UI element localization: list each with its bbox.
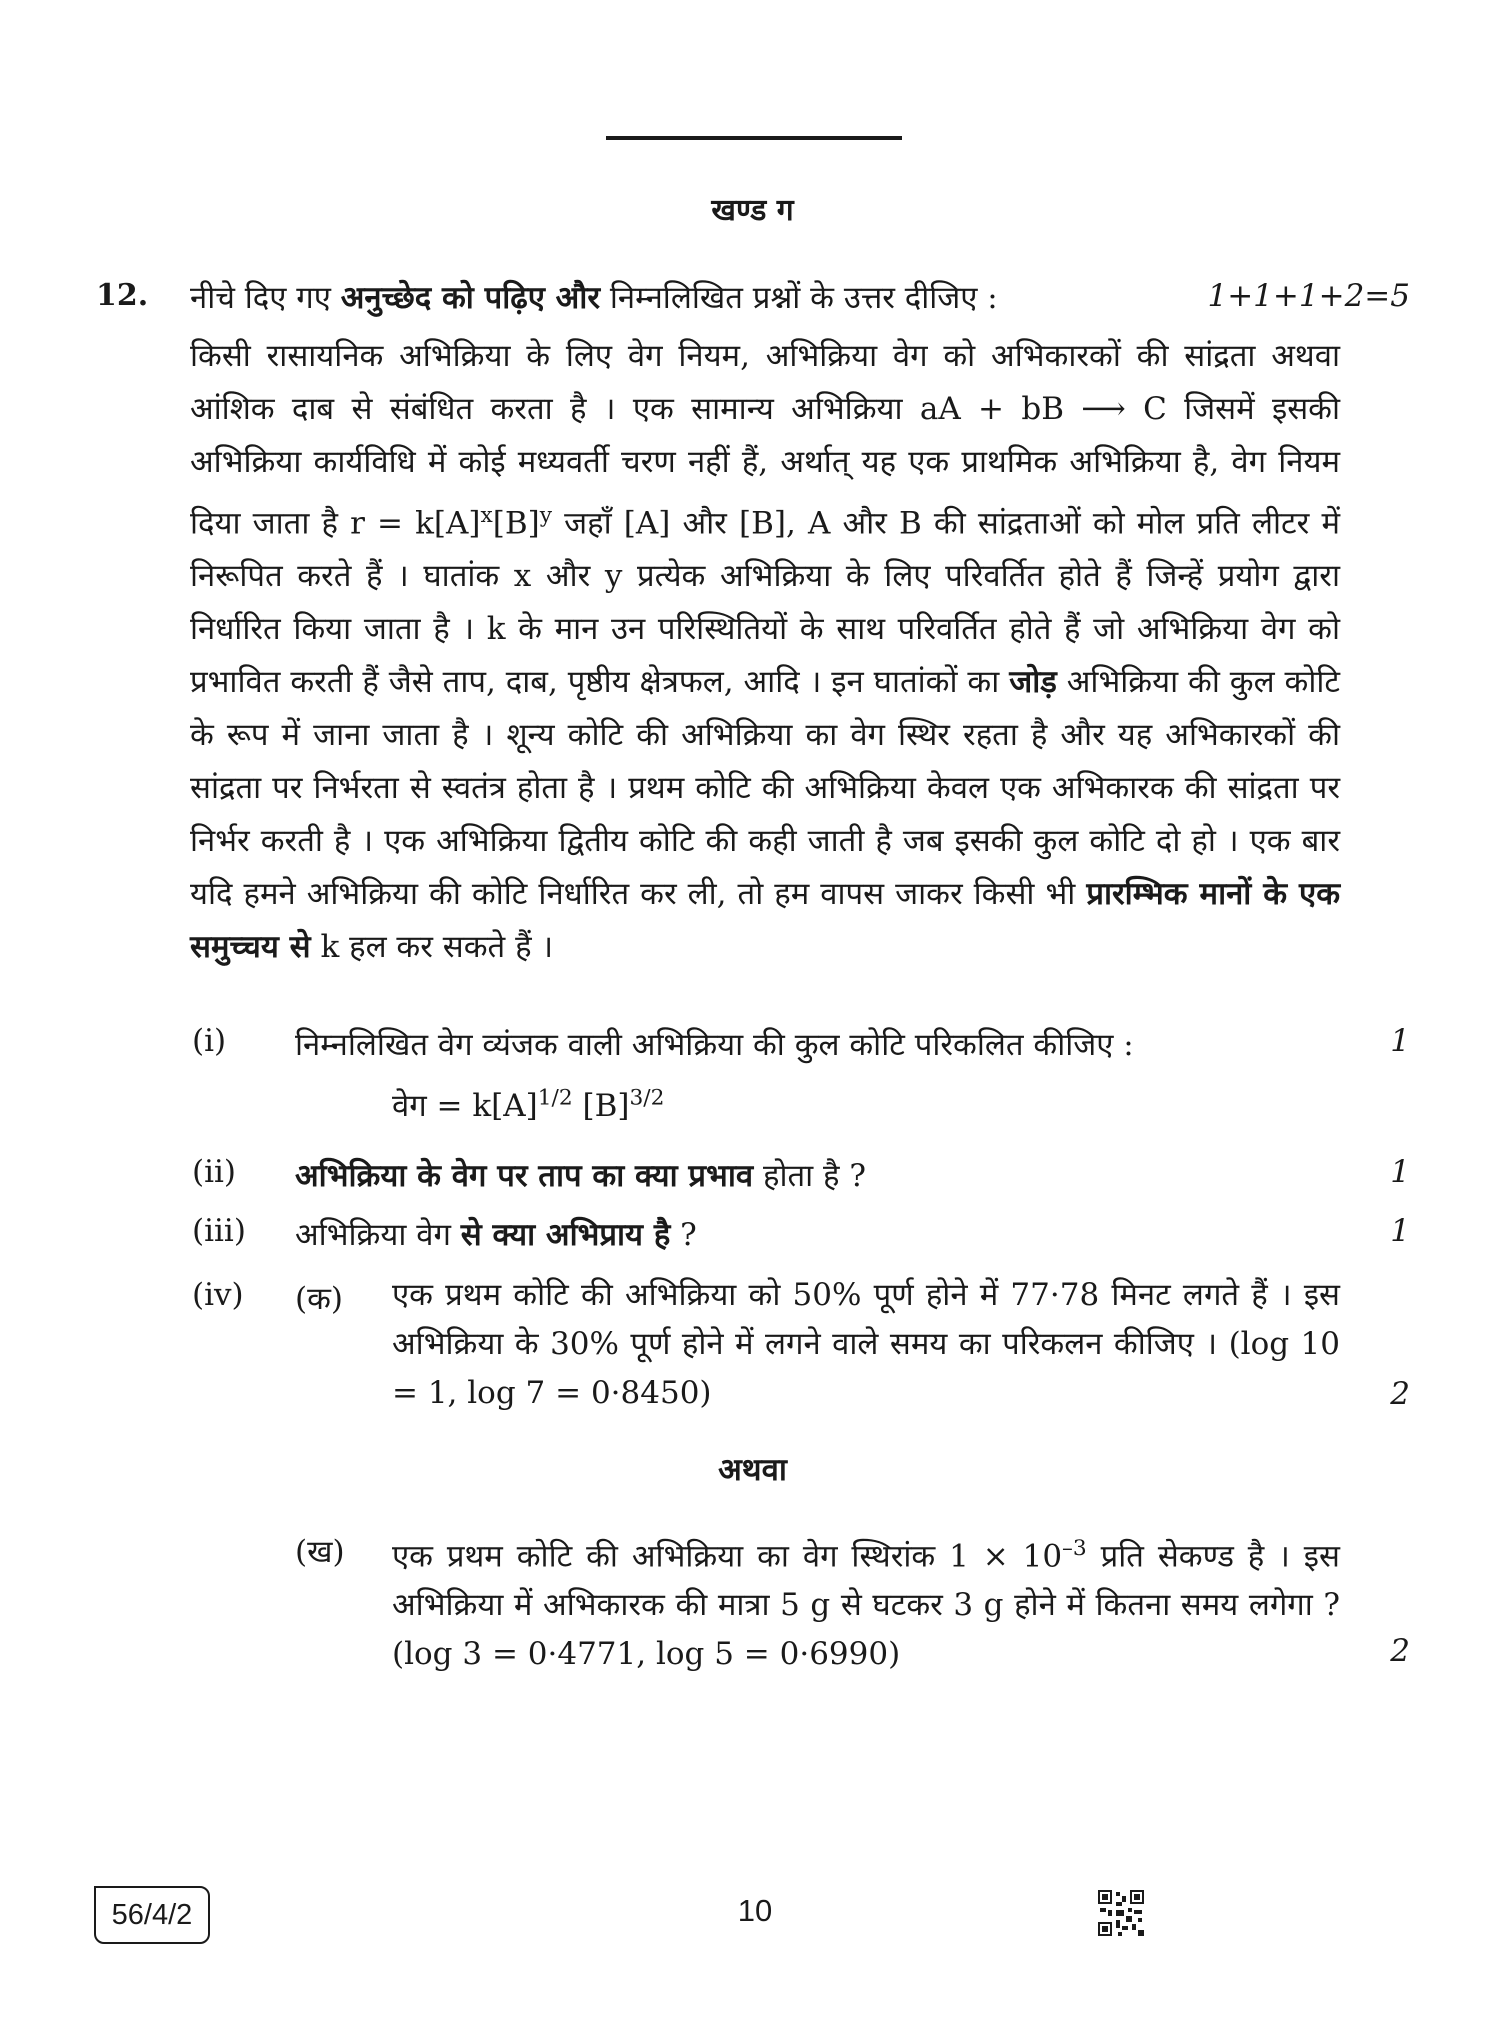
- part-iii-marks: 1: [1390, 1213, 1410, 1249]
- part-iii-a: अभिक्रिया वेग: [295, 1217, 461, 1253]
- question-number: 12.: [96, 278, 149, 313]
- passage-part-3: जहाँ [A] और [B], A और B की सांद्रताओं को मोल प्रति लीटर में निरूपित करते हैं । घातांक x और y प्रत्येक अभिक्रिया के लिए परिवर्तित होते हैं जिन्हें प्रयोग द्वारा निर्धारित किया जाता है । k के मान उन परिस्थितियों के साथ परिवर्तित होते हैं जो अभिक्रिया वेग को प्रभावित करती हैं जैसे ताप, दाब, पृष्ठीय क्षेत्रफल, आदि । इन घातांकों का: [190, 505, 1341, 701]
- option-ka-marks: 2: [1390, 1376, 1410, 1412]
- question-marks: 1+1+1+2=5: [1207, 278, 1410, 314]
- part-iii-b: ?: [670, 1217, 697, 1253]
- top-rule: [606, 136, 902, 140]
- part-ii-label: (ii): [192, 1154, 237, 1190]
- qr-code-icon: [1098, 1890, 1144, 1936]
- option-kha-text: [392, 1524, 1340, 1679]
- option-kha-b: प्रति सेकण्ड है । इस अभिक्रिया में अभिकारक की मात्रा 5 g से घटकर 3 g होने में कितना समय लगेगा ? (log 3 = 0·4771, log 5 = 0·6990): [392, 1538, 1340, 1673]
- part-ii-text: [295, 1154, 1340, 1196]
- part-i-text: निम्नलिखित वेग व्यंजक वाली अभिक्रिया की कुल कोटि परिकलित कीजिए :: [295, 1027, 1134, 1063]
- passage-part-1: किसी रासायनिक अभिक्रिया के लिए वेग नियम, अभिक्रिया वेग को अभिकारकों की सांद्रता अथवा आंशिक दाब से संबंधित करता है । एक सामान्य अभिक्रिया aA + bB ⟶ C जिसमें इसकी अभिक्रिया कार्यविधि में कोई मध्यवर्ती चरण नहीं हैं, अर्थात् यह एक प्राथमिक अभिक्रिया है, वेग नियम दिया जाता है r = k[A]: [190, 338, 1340, 542]
- question-intro: [190, 276, 1100, 318]
- part-iv-label: (iv): [192, 1277, 244, 1313]
- exponent-x: x: [480, 503, 493, 528]
- rate-expression: [392, 1084, 664, 1126]
- intro-bold: अनुच्छेद को पढ़िए और: [340, 280, 601, 316]
- part-ii-rest: होता है ?: [753, 1158, 866, 1194]
- option-kha-marks: 2: [1390, 1633, 1410, 1669]
- option-ka-text: एक प्रथम कोटि की अभिक्रिया को 50% पूर्ण होने में 77·78 मिनट लगते हैं । इस अभिक्रिया के 30% पूर्ण होने में लगने वाले समय का परिकलन कीजिए । (log 10 = 1, log 7 = 0·8450): [392, 1277, 1340, 1411]
- expr-sup-1: 1/2: [537, 1085, 573, 1111]
- option-ka-label: (क): [295, 1281, 343, 1317]
- part-iii-text: [295, 1213, 1340, 1255]
- page-number: 10: [737, 1893, 773, 1928]
- passage: [190, 330, 1340, 974]
- intro-text-a: नीचे दिए गए: [190, 280, 341, 316]
- paper-code: 56/4/2: [94, 1886, 210, 1944]
- exponent-y: y: [539, 503, 552, 528]
- part-iii-label: (iii): [192, 1213, 246, 1249]
- expr-a: वेग = k[A]: [392, 1088, 538, 1124]
- section-title: खण्ड ग: [711, 193, 794, 228]
- expr-b: [B]: [572, 1088, 630, 1124]
- option-kha-sup: –3: [1062, 1536, 1087, 1561]
- passage-part-2: [B]: [492, 505, 540, 542]
- passage-part-5: k हल कर सकते हैं ।: [310, 929, 554, 966]
- passage-part-4: अभिक्रिया की कुल कोटि के रूप में जाना जाता है । शून्य कोटि की अभिक्रिया का वेग स्थिर रहता है और यह अभिकारकों की सांद्रता पर निर्भरता से स्वतंत्र होता है । प्रथम कोटि की अभिक्रिया केवल एक अभिकारक की सांद्रता पर निर्भर करती है । एक अभिक्रिया द्वितीय कोटि की कही जाती है जब इसकी कुल कोटि दो हो । एक बार यदि हमने अभिक्रिया की कोटि निर्धारित कर ली, तो हम वापस जाकर किसी भी: [190, 664, 1341, 913]
- intro-text-c: निम्नलिखित प्रश्नों के उत्तर दीजिए :: [600, 280, 998, 316]
- part-iii-bold: से क्या अभिप्राय है: [460, 1217, 671, 1253]
- or-separator: अथवा: [718, 1452, 787, 1488]
- option-kha-label: (ख): [295, 1534, 345, 1570]
- passage-bold-jod: जोड़: [1009, 664, 1057, 701]
- option-kha-a: एक प्रथम कोटि की अभिक्रिया का वेग स्थिरांक 1 × 10: [392, 1538, 1063, 1575]
- part-ii-bold: अभिक्रिया के वेग पर ताप का क्या प्रभाव: [295, 1158, 754, 1194]
- expr-sup-2: 3/2: [629, 1085, 665, 1111]
- part-ii-marks: 1: [1390, 1154, 1410, 1190]
- passage-bold-end: प्रारम्भिक मानों के एक समुच्चय से: [190, 876, 1341, 966]
- part-i-marks: 1: [1390, 1023, 1410, 1059]
- part-i-label: (i): [192, 1023, 227, 1059]
